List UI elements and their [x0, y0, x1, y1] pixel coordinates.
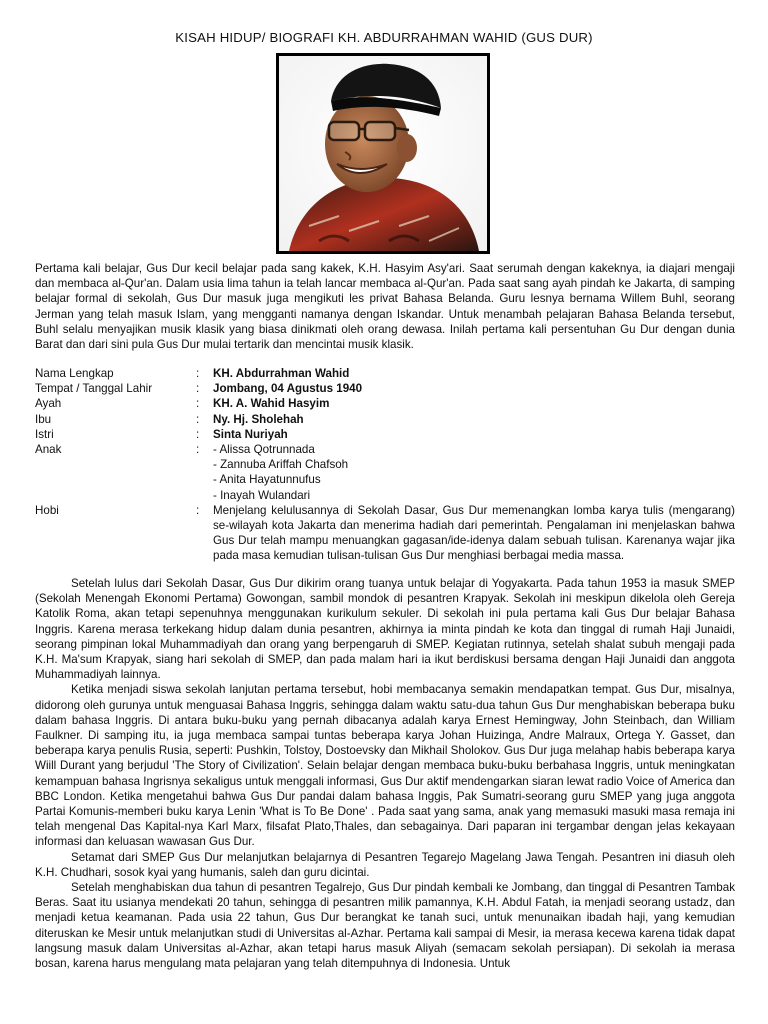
portrait-photo	[276, 53, 490, 254]
label-ibu: Ibu	[35, 412, 52, 426]
child-item: - Alissa Qotrunnada	[213, 443, 315, 457]
separator: :	[196, 503, 200, 517]
child-item: - Anita Hayatunnufus	[213, 473, 321, 487]
value-hobi: Menjelang kelulusannya di Sekolah Dasar, Gus Dur memenangkan lomba karya tulis (mengarang) se-wilayah kota Jakarta dan menerima hadiah dari pemerintah. Pengalaman ini menjelaskan bahwa Gus Dur telah mampu menuangkan gagasan/ide-idenya dalam sebuah tulisan. Karenanya wajar jika pada masa kemudian tulisan-tulisan Gus Dur menghiasi berbagai media massa.	[213, 503, 735, 563]
biodata-row-ibu	[35, 412, 735, 427]
biodata-table	[35, 366, 735, 564]
biodata-row-hobi	[35, 503, 735, 564]
intro-paragraph: Pertama kali belajar, Gus Dur kecil belajar pada sang kakek, K.H. Hasyim Asy'ari. Saat serumah dengan kakeknya, ia diajari mengaji dan membaca al-Qur'an. Dalam usia lima tahun ia telah lancar membaca al-Qur'an. Pada saat sang ayah pindah ke Jakarta, di samping belajar formal di sekolah, Gus Dur masuk juga mengikuti les privat Bahasa Belanda. Guru lesnya bernama Willem Buhl, seorang Jerman yang telah masuk Islam, yang mengganti namanya dengan Iskandar. Untuk menambah pelajaran Bahasa Belanda tersebut, Buhl selalu menyajikan musik klasik yang biasa dinikmati oleh orang dewasa. Inilah pertama kali persentuhan Gu Dur dengan dunia Barat dan dari sini pula Gus Dur mulai tertarik dan mencintai musik klasik.	[35, 262, 735, 352]
child-item: - Zannuba Ariffah Chafsoh	[213, 458, 349, 472]
portrait-photo-icon	[279, 56, 487, 251]
paragraph: Ketika menjadi siswa sekolah lanjutan pertama tersebut, hobi membacanya semakin mendapatkan tempat. Gus Dur, misalnya, didorong oleh gurunya untuk menguasai Bahasa Inggris, sehingga dalam waktu satu-dua tahun Gus Dur menghabiskan beberapa buku dalam bahasa Inggris. Di antara buku-buku yang pernah dibacanya adalah karya Ernest Hemingway, John Steinbach, dan William Faulkner. Di samping itu, ia juga membaca sampai tuntas beberapa karya Johan Huizinga, Andre Malraux, Ortega Y. Gasset, dan beberapa karya penulis Rusia, seperti: Pushkin, Tolstoy, Dostoevsky dan Mikhail Sholokov. Gus Dur juga melahap habis beberapa karya Wiill Durant yang berjudul 'The Story of Civilization'. Selain belajar dengan membaca buku-buku berbahasa Inggris, untuk meningkatan kemampuan bahasa Ingrisnya sekaligus untuk menggali informasi, Gus Dur aktif mendengarkan siaran lewat radio Voice of America dan BBC London. Ketika mengetahui bahwa Gus Dur pandai dalam bahasa Inggis, Pak Sumatri-seorang guru SMEP yang juga anggota Partai Komunis-memberi buku karya Lenin 'What is To Be Done' . Pada saat yang sama, anak yang memasuki masuki masa remaja ini telah mengenal Das Kapital-nya Karl Marx, filsafat Plato,Thales, dan sebagainya. Dari paparan ini tergambar dengan jelas kekayaan informasi dan keluasan wawasan Gus Dur.	[35, 683, 735, 849]
label-nama: Nama Lengkap	[35, 367, 114, 380]
separator: :	[196, 412, 200, 426]
biodata-row-nama	[35, 366, 735, 381]
paragraph: Setamat dari SMEP Gus Dur melanjutkan belajarnya di Pesantren Tegarejo Magelang Jawa Tengah. Pesantren ini diasuh oleh K.H. Chudhari, sosok kyai yang humanis, saleh dan guru dicintai.	[35, 850, 735, 879]
separator: :	[196, 382, 200, 396]
biodata-row-ayah	[35, 396, 735, 411]
label-hobi: Hobi	[35, 503, 59, 517]
page-title: KISAH HIDUP/ BIOGRAFI KH. ABDURRAHMAN WAHID (GUS DUR)	[175, 30, 593, 45]
value-nama: KH. Abdurrahman Wahid	[213, 367, 350, 380]
biography-paragraphs	[35, 576, 735, 971]
paragraph: Setelah lulus dari Sekolah Dasar, Gus Dur dikirim orang tuanya untuk belajar di Yogyakarta. Pada tahun 1953 ia masuk SMEP (Sekolah Menengah Ekonomi Pertama) Gowongan, sambil mondok di pesantren Krapyak. Sekolah ini meskipun dikelola oleh Gereja Katolik Roma, akan tetapi sepenuhnya menggunakan kurikulum sekuler. Di sekolah ini pula pertama kali Gus Dur belajar Bahasa Inggris. Karena merasa terkekang hidup dalam dunia pesantren, akhirnya ia minta pindah ke kota dan tinggal di rumah Haji Junaidi, seorang pimpinan lokal Muhammadiyah dan orang yang berpengaruh di SMEP. Kegiatan rutinnya, setelah shalat subuh mengaji pada K.H. Ma'sum Krapyak, siang hari sekolah di SMEP, dan pada malam hari ia ikut berdiskusi bersama dengan Haji Junaidi dan anggota Muhammadiyah lainnya.	[35, 577, 735, 682]
child-item: - Inayah Wulandari	[213, 488, 311, 502]
label-istri: Istri	[35, 427, 54, 441]
biodata-row-anak	[35, 442, 735, 503]
value-istri: Sinta Nuriyah	[213, 427, 288, 441]
biodata-row-ttl	[35, 381, 735, 396]
value-ayah: KH. A. Wahid Hasyim	[213, 397, 330, 411]
paragraph: Setelah menghabiskan dua tahun di pesantren Tegalrejo, Gus Dur pindah kembali ke Jombang, dan tinggal di Pesantren Tambak Beras. Saat itu usianya mendekati 20 tahun, sehingga di pesantren milik pamannya, K.H. Abdul Fatah, ia menjadi seorang ustadz, dan menjadi ketua keamanan. Pada usia 22 tahun, Gus Dur berangkat ke tanah suci, untuk menunaikan ibadah haji, yang kemudian diteruskan ke Mesir untuk melanjutkan studi di Universitas al-Azhar. Pertama kali sampai di Mesir, ia merasa kecewa karena tidak dapat langsung masuk dalam Universitas al-Azhar, akan tetapi harus masuk Aliyah (semacam sekolah persiapan). Di sekolah ia merasa bosan, karena harus mengulang mata pelajaran yang telah ditempuhnya di Indonesia. Untuk	[35, 881, 735, 971]
separator: :	[196, 427, 200, 441]
value-ibu: Ny. Hj. Sholehah	[213, 412, 304, 426]
label-anak: Anak	[35, 443, 62, 457]
value-ttl: Jombang, 04 Agustus 1940	[213, 382, 363, 396]
separator: :	[196, 367, 200, 380]
value-anak-list	[213, 442, 735, 503]
biodata-row-istri	[35, 427, 735, 442]
label-ttl: Tempat / Tanggal Lahir	[35, 382, 153, 396]
separator: :	[196, 443, 200, 457]
label-ayah: Ayah	[35, 397, 62, 411]
separator: :	[196, 397, 200, 411]
